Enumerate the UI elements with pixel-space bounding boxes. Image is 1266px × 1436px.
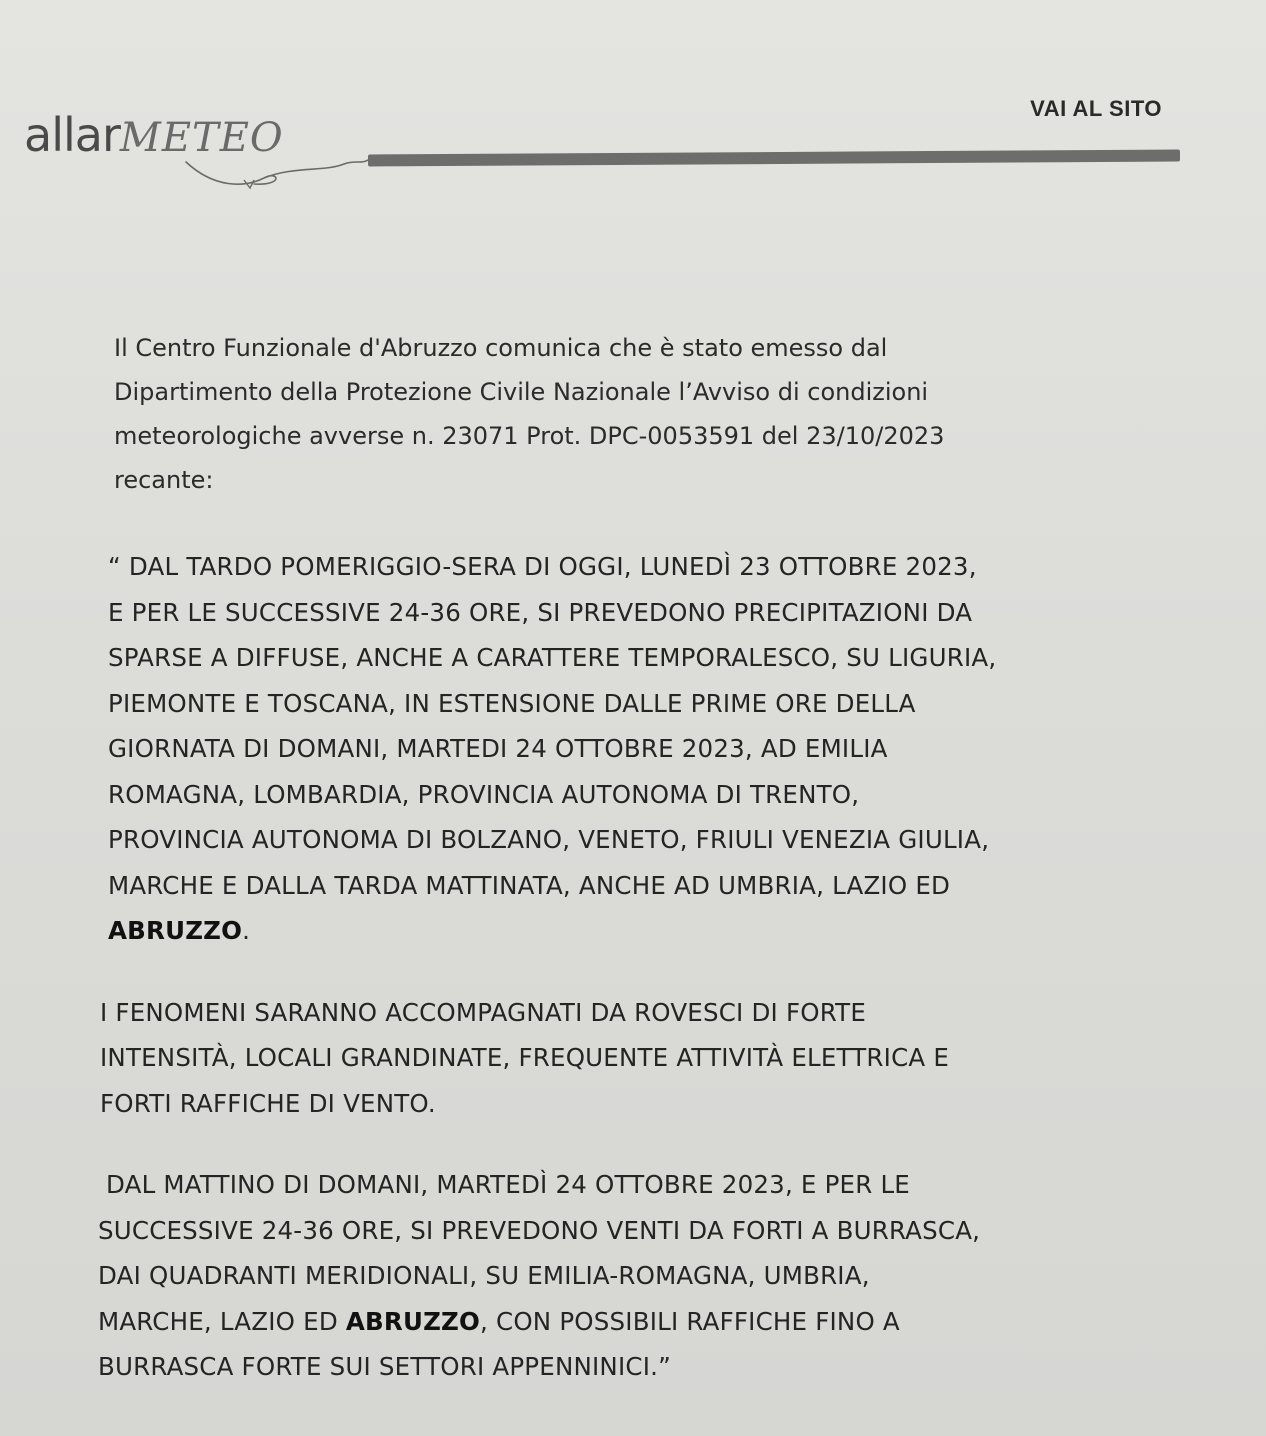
vai-al-sito-link[interactable]: VAI AL SITO (1030, 96, 1162, 121)
quote-line: MARCHE E DALLA TARDA MATTINATA, ANCHE AD UMBRIA, LAZIO ED (108, 870, 951, 900)
header-divider (368, 150, 1180, 167)
quote-line: DAI QUADRANTI MERIDIONALI, SU EMILIA-ROMAGNA, UMBRIA, (98, 1261, 870, 1290)
region-highlight-abruzzo: ABRUZZO (108, 916, 243, 945)
quote-line-closing: BURRASCA FORTE SUI SETTORI APPENNINICI.” (98, 1352, 671, 1381)
warning-paragraph-precipitation (96, 544, 1186, 954)
region-highlight-abruzzo: ABRUZZO (345, 1306, 481, 1336)
logo-text-meteo: METEO (119, 115, 284, 161)
logo-swirl-icon (184, 158, 374, 192)
quote-line: I FENOMENI SARANNO ACCOMPAGNATI DA ROVESCI DI FORTE (100, 997, 867, 1027)
quote-line: GIORNATA DI DOMANI, MARTEDI 24 OTTOBRE 2023, AD EMILIA (108, 734, 888, 763)
quote-line: SPARSE A DIFFUSE, ANCHE A CARATTERE TEMPORALESCO, SU LIGURIA, (108, 643, 997, 672)
intro-line: Il Centro Funzionale d'Abruzzo comunica che è stato emesso dal (114, 334, 888, 362)
quote-line: SUCCESSIVE 24-36 ORE, SI PREVEDONO VENTI DA FORTI A BURRASCA, (98, 1215, 981, 1245)
intro-line: Dipartimento della Protezione Civile Nazionale l’Avviso di condizioni (114, 378, 929, 406)
quote-line: FORTI RAFFICHE DI VENTO. (100, 1088, 436, 1118)
warning-paragraph-winds (96, 1162, 1186, 1390)
quote-line: PROVINCIA AUTONOMA DI BOLZANO, VENETO, FRIULI VENEZIA GIULIA, (108, 825, 990, 854)
intro-line: recante: (114, 466, 214, 494)
intro-line: meteorologiche avverse n. 23071 Prot. DPC-0053591 del 23/10/2023 (114, 422, 945, 450)
quote-line-tail: . (242, 916, 251, 945)
quote-line-with-highlight (98, 1299, 1186, 1345)
quote-line: DAL MATTINO DI DOMANI, MARTEDÌ 24 OTTOBRE 2023, E PER LE (98, 1170, 910, 1199)
quote-line: “ DAL TARDO POMERIGGIO-SERA DI OGGI, LUNEDÌ 23 OTTOBRE 2023, (108, 552, 977, 581)
document-body (96, 326, 1186, 1390)
page-header (0, 0, 1266, 200)
intro-paragraph (114, 326, 1114, 502)
quote-line: INTENSITÀ, LOCALI GRANDINATE, FREQUENTE ATTIVITÀ ELETTRICA E (100, 1043, 950, 1072)
logo-text-allar: allar (24, 108, 120, 162)
allarmeteo-logo (24, 108, 284, 162)
quote-line: E PER LE SUCCESSIVE 24-36 ORE, SI PREVEDONO PRECIPITAZIONI DA (108, 597, 973, 627)
quote-line: ROMAGNA, LOMBARDIA, PROVINCIA AUTONOMA DI TRENTO, (108, 779, 860, 809)
quote-line-post: , CON POSSIBILI RAFFICHE FINO A (480, 1306, 900, 1336)
quote-line-last (108, 908, 1186, 954)
quote-line: PIEMONTE E TOSCANA, IN ESTENSIONE DALLE PRIME ORE DELLA (108, 688, 916, 718)
quote-line-pre: MARCHE, LAZIO ED (98, 1306, 346, 1336)
warning-paragraph-phenomena (96, 990, 1186, 1127)
